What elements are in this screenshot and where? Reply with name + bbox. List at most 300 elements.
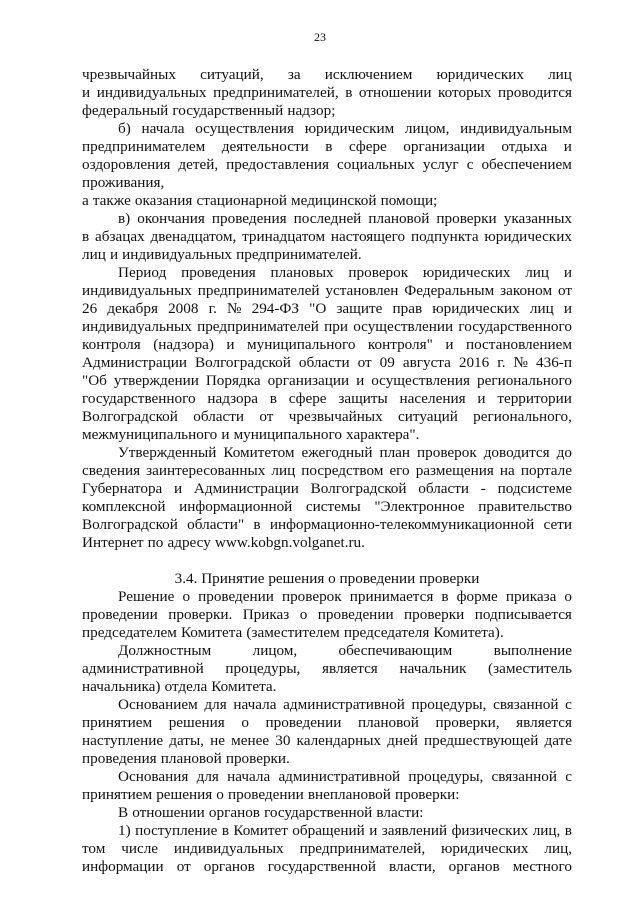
word: сфере [348, 138, 387, 155]
word: Утвержденный [118, 444, 217, 461]
word: "Электронное [374, 498, 465, 515]
word: подписывается [474, 606, 572, 623]
word: исключением [324, 66, 413, 83]
word: Интернет [82, 534, 144, 551]
word: защиты [338, 390, 388, 407]
text-line [118, 264, 572, 282]
word: в [441, 588, 449, 605]
word: регионального [477, 372, 572, 389]
word: www.kobgn.volganet.ru. [214, 534, 365, 551]
word: поступление [135, 822, 218, 839]
word: юридических [484, 228, 572, 245]
word: "О [309, 300, 327, 317]
word: плановой [160, 750, 222, 767]
word: оказания [134, 192, 193, 209]
word: № [226, 300, 242, 317]
word: по [147, 534, 164, 551]
word: сфере [288, 390, 327, 407]
word: деятельности [221, 138, 309, 155]
word: административной [278, 768, 401, 785]
word: проведении [265, 714, 342, 731]
word: (надзора) [153, 336, 214, 353]
word: характера". [346, 426, 420, 443]
word: Порядка [205, 372, 261, 389]
word: от [357, 354, 372, 371]
word: Комитета [180, 624, 243, 641]
word: является [321, 660, 378, 677]
text-line [82, 426, 572, 444]
word: внеплановой [307, 786, 391, 803]
word: и [477, 390, 486, 407]
word: менее [231, 732, 270, 749]
word: населения [399, 390, 466, 407]
word: 2016 [458, 354, 490, 371]
word: проведении [317, 606, 394, 623]
word: регионального, [473, 408, 572, 425]
word: органов [448, 858, 500, 875]
word: предоставления [226, 156, 329, 173]
word: проводится [498, 84, 572, 101]
word: абзацах [95, 228, 145, 245]
word: и [226, 336, 235, 353]
word: предшествующей [424, 732, 539, 749]
text-line [82, 714, 572, 732]
word: с [466, 156, 474, 173]
word: осуществлении [353, 318, 454, 335]
word: является [516, 714, 572, 731]
word: от [557, 282, 572, 299]
word: детей, [178, 156, 219, 173]
word: проведении [227, 786, 304, 803]
word: окончания [137, 210, 205, 227]
word: в [325, 138, 333, 155]
word: и [445, 336, 454, 353]
text-line [82, 102, 572, 120]
word: области [418, 480, 470, 497]
word: предпринимателей, [299, 840, 426, 857]
word: индивидуальных [122, 246, 233, 263]
text-line [82, 660, 572, 678]
word: государственного [458, 318, 572, 335]
word: физических [451, 822, 529, 839]
word: постановлением [465, 336, 572, 353]
word: юридических [436, 66, 524, 83]
word: медицинской [291, 192, 377, 209]
word: местного [512, 858, 572, 875]
word: области" [187, 516, 245, 533]
text-line [118, 768, 572, 786]
word: за [287, 66, 301, 83]
word: области [298, 354, 350, 371]
text-line [82, 570, 572, 588]
word: предпринимателем [82, 138, 206, 155]
word: проверки. [225, 750, 290, 767]
word: лиц [271, 462, 296, 479]
word: лицом, [252, 642, 298, 659]
word: заявлений [381, 822, 448, 839]
text-line [82, 840, 572, 858]
word: индивидуальных [173, 840, 284, 857]
word: председателем [82, 624, 177, 641]
word: в [82, 228, 90, 245]
word: контроля [82, 336, 141, 353]
text-line [82, 66, 572, 84]
text-line [82, 462, 572, 480]
word: надзора [207, 390, 258, 407]
text-line [82, 228, 572, 246]
word: председателя [343, 624, 430, 641]
word: юридических [432, 300, 520, 317]
word: власти: [376, 804, 424, 821]
word: которых [438, 84, 492, 101]
word: Администрации [193, 480, 299, 497]
text-line [82, 390, 572, 408]
word: правительство [478, 498, 572, 515]
word: начальника) [82, 678, 161, 695]
word: муниципального [233, 426, 342, 443]
word: государственный [172, 102, 284, 119]
word: прав [392, 300, 423, 317]
word: тринадцатом [242, 228, 326, 245]
word: юридических [440, 840, 529, 857]
word: индивидуальных [82, 282, 192, 299]
word: при [324, 318, 348, 335]
word: связанной [493, 696, 559, 713]
text-line [82, 372, 572, 390]
word: Волгоградской [194, 354, 291, 371]
word: от [176, 858, 191, 875]
word: с [565, 696, 572, 713]
word: с [565, 768, 572, 785]
word: организации [267, 372, 350, 389]
word: территории [497, 390, 572, 407]
word: Комитетом [223, 444, 295, 461]
word: плановых [270, 264, 334, 281]
word: проверок [348, 264, 409, 281]
word: плановой [357, 714, 419, 731]
word: помощи; [380, 192, 438, 209]
text-line [82, 174, 572, 192]
word: и [563, 300, 572, 317]
word: Федеральным [404, 282, 495, 299]
word: решения [168, 714, 225, 731]
word: выполнение [493, 642, 572, 659]
word: услуг [422, 156, 459, 173]
word: даты, [169, 732, 204, 749]
word: посредством [301, 462, 384, 479]
word: также [92, 192, 131, 209]
text-line [82, 516, 572, 534]
word: подсистеме [497, 480, 572, 497]
word: доводится [483, 444, 550, 461]
word: принятием [82, 714, 153, 731]
word: "Об [82, 372, 107, 389]
word: государственной [267, 858, 377, 875]
word: проверки. [168, 606, 233, 623]
word: и [174, 480, 183, 497]
word: (заместитель [488, 660, 572, 677]
word: форме [456, 588, 498, 605]
text-line [82, 246, 572, 264]
word: индивидуальных [82, 318, 192, 335]
page-number: 23 [314, 30, 326, 44]
word: г. [497, 354, 506, 371]
word: предпринимателей [197, 282, 320, 299]
text-line [118, 444, 572, 462]
word: Основания [118, 768, 189, 785]
word: Период [118, 264, 167, 281]
word: государственной [264, 804, 373, 821]
word: и [356, 372, 365, 389]
text-line [82, 498, 572, 516]
word: в [564, 822, 572, 839]
word: в [345, 84, 353, 101]
word: Должностным [118, 642, 212, 659]
word: власти, [389, 858, 436, 875]
text-line [82, 138, 572, 156]
word: от [259, 408, 274, 425]
word: ежегодный [301, 444, 373, 461]
word: стационарной [196, 192, 287, 209]
word: 294-ФЗ [251, 300, 300, 317]
text-line [118, 822, 572, 840]
word: системы [305, 498, 361, 515]
word: о [241, 714, 249, 731]
word: до [556, 444, 572, 461]
text-line [82, 156, 572, 174]
word: государственного [82, 390, 196, 407]
word: и [563, 138, 572, 155]
word: лиц, [532, 822, 561, 839]
text-line [82, 624, 572, 642]
word: проведения [181, 264, 256, 281]
word: - [480, 480, 486, 497]
word: начала [141, 120, 185, 137]
word: защите [336, 300, 383, 317]
text-line [82, 678, 572, 696]
word: лиц, [544, 840, 572, 857]
word: Основанием [118, 696, 198, 713]
word: принятием [82, 786, 153, 803]
word: Волгоградской [310, 480, 407, 497]
word: отношении [132, 804, 205, 821]
word: 1) [118, 822, 131, 839]
word: отдыха [501, 138, 548, 155]
word: приказа [505, 588, 557, 605]
word: осуществления [371, 372, 471, 389]
word: обращений [292, 822, 365, 839]
word: органов [203, 858, 255, 875]
word: утверждении [113, 372, 199, 389]
word: в) [118, 210, 131, 227]
text-line [82, 84, 572, 102]
text-line [82, 300, 572, 318]
word: индивидуальным [460, 120, 572, 137]
word: Волгоградской [82, 516, 178, 533]
word: Администрации [82, 354, 187, 371]
word: проведении [82, 606, 158, 623]
word: информации [82, 858, 164, 875]
word: организации [403, 138, 485, 155]
word: Приказ [242, 606, 290, 623]
word: информационно-телекоммуникационной [269, 516, 535, 533]
word: ситуаций [398, 408, 458, 425]
word: предпринимателей [197, 318, 319, 335]
word: для [204, 696, 227, 713]
word: ситуаций, [200, 66, 264, 83]
word: отношении [358, 84, 432, 101]
word: не [210, 732, 225, 749]
text-line [82, 534, 572, 552]
word: проведения [82, 750, 157, 767]
word: индивидуальных [96, 84, 207, 101]
word: проверок [281, 588, 342, 605]
text-line [82, 786, 572, 804]
word: федеральный [82, 102, 169, 119]
text-line [118, 804, 572, 822]
word: чрезвычайных [82, 66, 176, 83]
word: календарных [296, 732, 382, 749]
word: план [379, 444, 411, 461]
text-line [82, 750, 572, 768]
word: органов [208, 804, 260, 821]
word: декабря [107, 300, 158, 317]
word: 436-п [536, 354, 572, 371]
word: административной [283, 696, 405, 713]
text-line [82, 336, 572, 354]
word: дате [544, 732, 572, 749]
word: двенадцатом, [150, 228, 237, 245]
word: б) [118, 120, 131, 137]
word: процедуры, [408, 768, 484, 785]
word: предпринимателей. [236, 246, 362, 263]
word: его [389, 462, 410, 479]
word: социальных [337, 156, 415, 173]
text-line [82, 408, 572, 426]
word: начала [227, 768, 271, 785]
word: указанных [503, 210, 572, 227]
word: процедуры, [225, 660, 301, 677]
word: комплексной [82, 498, 166, 515]
word: заинтересованных [146, 462, 266, 479]
text-line [118, 210, 572, 228]
word: Решение [118, 588, 175, 605]
text-line [118, 642, 572, 660]
word: дней [387, 732, 418, 749]
word: проведения [211, 210, 287, 227]
word: о [216, 786, 224, 803]
word: числе [121, 840, 159, 857]
word: Комитета. [211, 678, 277, 695]
word: последней [293, 210, 362, 227]
word: а [82, 192, 89, 209]
word: в [253, 516, 261, 533]
word: проверки: [394, 786, 460, 803]
word: Волгоградской [82, 408, 178, 425]
word: проверки, [435, 714, 500, 731]
word: на [499, 462, 515, 479]
text-line [118, 696, 572, 714]
text-line [82, 282, 572, 300]
word: начала [233, 696, 277, 713]
word: обеспечением [481, 156, 572, 173]
word: чрезвычайных [288, 408, 383, 425]
text-line [82, 858, 572, 876]
word: плановой [368, 210, 430, 227]
word: проживания, [82, 174, 165, 191]
word: отдела [164, 678, 208, 695]
word: и [82, 84, 91, 101]
word: о [564, 588, 572, 605]
word: о [182, 588, 191, 605]
word: проверок [417, 444, 477, 461]
word: том [82, 840, 106, 857]
word: решения [156, 786, 213, 803]
word: (заместителем [246, 624, 340, 641]
word: межмуниципального [82, 426, 218, 443]
word: сети [543, 516, 572, 533]
word: В [118, 804, 129, 821]
word: г. [208, 300, 217, 317]
text-line [82, 354, 572, 372]
section-heading: 3.4. Принятие решения о проведении проверки [174, 570, 480, 587]
word: № [513, 354, 529, 371]
word: оздоровления [82, 156, 171, 173]
word: начальник [399, 660, 467, 677]
word: лиц [548, 66, 572, 83]
word: настоящего [330, 228, 406, 245]
text-line [82, 480, 572, 498]
word: размещения [415, 462, 494, 479]
word: надзор; [287, 102, 336, 119]
word: 26 [82, 300, 98, 317]
word: подпункта [410, 228, 479, 245]
word: лиц [82, 246, 106, 263]
word: установлен [325, 282, 399, 299]
text-line [82, 732, 572, 750]
word: юридическим [304, 120, 395, 137]
word: информационной [179, 498, 293, 515]
word: 2008 [168, 300, 199, 317]
word: предпринимателей, [213, 84, 339, 101]
word: о [299, 606, 308, 623]
word: лицом, [404, 120, 450, 137]
word: области [193, 408, 245, 425]
word: процедуры, [411, 696, 487, 713]
word: принимается [349, 588, 434, 605]
word: юридических [422, 264, 511, 281]
word: законом [500, 282, 553, 299]
word: наступление [82, 732, 164, 749]
text-line [82, 318, 572, 336]
text-line [82, 192, 572, 210]
word: для [196, 768, 219, 785]
text-line [118, 120, 572, 138]
word: лиц [525, 264, 550, 281]
word: Губернатора [82, 480, 163, 497]
word: контроля" [367, 336, 433, 353]
word: Комитет [233, 822, 288, 839]
word: и [109, 246, 119, 263]
word: проверки [436, 210, 497, 227]
word: 30 [275, 732, 291, 749]
word: сведения [82, 462, 141, 479]
word: в [221, 822, 229, 839]
word: муниципального [247, 336, 356, 353]
word: лиц [529, 300, 554, 317]
word: и [221, 426, 230, 443]
text-line [82, 606, 572, 624]
